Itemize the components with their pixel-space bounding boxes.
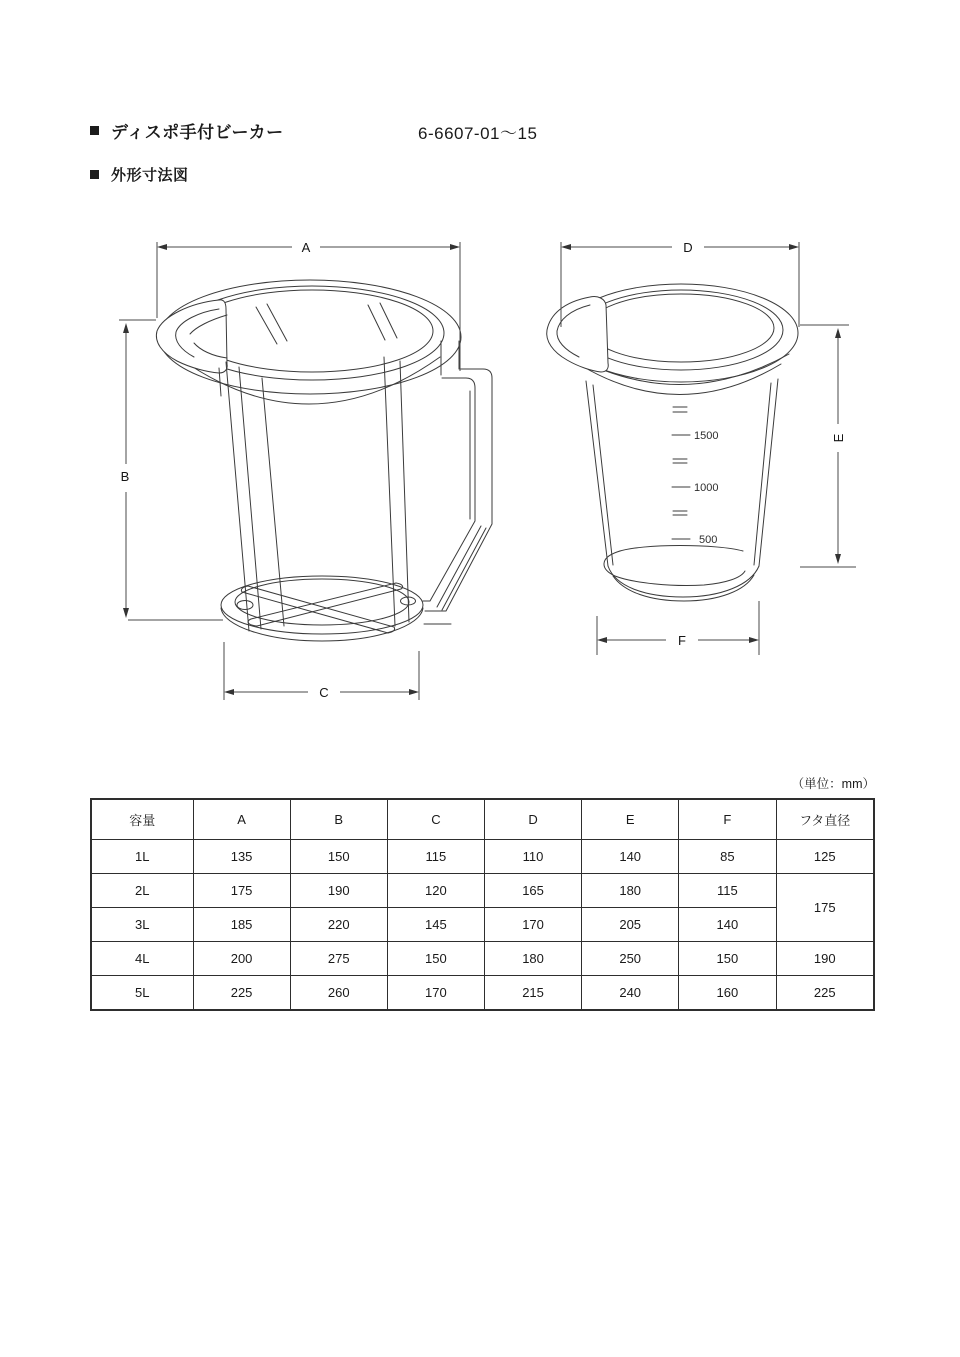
col-header-b: B: [290, 799, 387, 840]
table-row: [91, 840, 874, 874]
dim-label-b: B: [120, 469, 130, 484]
holder-view: [156, 280, 492, 641]
dim-label-d: D: [683, 240, 693, 255]
col-header-f: F: [679, 799, 776, 840]
cell-value: 145: [387, 908, 484, 942]
cell-value: 215: [484, 976, 581, 1011]
dimension-f: [597, 601, 759, 655]
unit-note: （単位：mm）: [791, 777, 875, 791]
dim-label-f: F: [678, 633, 686, 648]
beaker-view: [547, 284, 798, 601]
cell-value: 275: [290, 942, 387, 976]
cell-value: 225: [776, 976, 874, 1011]
cell-value: 120: [387, 874, 484, 908]
col-header-lid-diameter: フタ直径: [776, 799, 874, 840]
cell-value: 170: [484, 908, 581, 942]
product-code: 6-6607-01～15: [418, 124, 538, 143]
spout: [156, 300, 227, 373]
cell-value-merged: 175: [776, 874, 874, 942]
dim-label-a: A: [301, 240, 311, 255]
cell-value: 190: [776, 942, 874, 976]
dimension-c: [224, 642, 419, 700]
cell-capacity: 1L: [91, 840, 193, 874]
cell-capacity: 2L: [91, 874, 193, 908]
cell-value: 160: [679, 976, 776, 1011]
col-header-c: C: [387, 799, 484, 840]
section-title: 外形寸法図: [111, 167, 189, 184]
dim-label-e: E: [831, 433, 846, 443]
table-row: [91, 908, 874, 942]
cell-value: 140: [679, 908, 776, 942]
table-row: [91, 942, 874, 976]
cell-value: 150: [679, 942, 776, 976]
page-title: ディスポ手付ビーカー: [111, 123, 284, 142]
graduation-label-1000: 1000: [694, 482, 719, 494]
cell-value: 240: [582, 976, 679, 1011]
col-header-d: D: [484, 799, 581, 840]
cell-value: 115: [679, 874, 776, 908]
graduation-marks: [672, 407, 718, 546]
cell-value: 110: [484, 840, 581, 874]
cell-capacity: 3L: [91, 908, 193, 942]
cell-value: 140: [582, 840, 679, 874]
table-row: [91, 976, 874, 1011]
cell-value: 185: [193, 908, 290, 942]
cell-capacity: 5L: [91, 976, 193, 1011]
cell-value: 135: [193, 840, 290, 874]
cell-value: 150: [290, 840, 387, 874]
table-header-row: [91, 799, 874, 840]
dimension-table: [90, 798, 875, 1011]
graduation-label-1500: 1500: [694, 430, 719, 442]
cell-value: 205: [582, 908, 679, 942]
dim-label-c: C: [319, 685, 329, 700]
cell-value: 220: [290, 908, 387, 942]
cell-value: 180: [582, 874, 679, 908]
cell-value: 170: [387, 976, 484, 1011]
dimension-e: [800, 325, 856, 567]
col-header-e: E: [582, 799, 679, 840]
cell-value: 150: [387, 942, 484, 976]
cell-capacity: 4L: [91, 942, 193, 976]
col-header-a: A: [193, 799, 290, 840]
handle: [423, 341, 492, 624]
cell-value: 175: [193, 874, 290, 908]
cell-value: 200: [193, 942, 290, 976]
cell-value: 260: [290, 976, 387, 1011]
graduation-label-500: 500: [699, 534, 718, 546]
cell-value: 190: [290, 874, 387, 908]
cell-value: 250: [582, 942, 679, 976]
cell-value: 85: [679, 840, 776, 874]
spout: [547, 296, 609, 372]
cell-value: 225: [193, 976, 290, 1011]
cell-value: 125: [776, 840, 874, 874]
cell-value: 165: [484, 874, 581, 908]
table-row: [91, 874, 874, 908]
col-header-capacity: 容量: [91, 799, 193, 840]
cell-value: 115: [387, 840, 484, 874]
cell-value: 180: [484, 942, 581, 976]
